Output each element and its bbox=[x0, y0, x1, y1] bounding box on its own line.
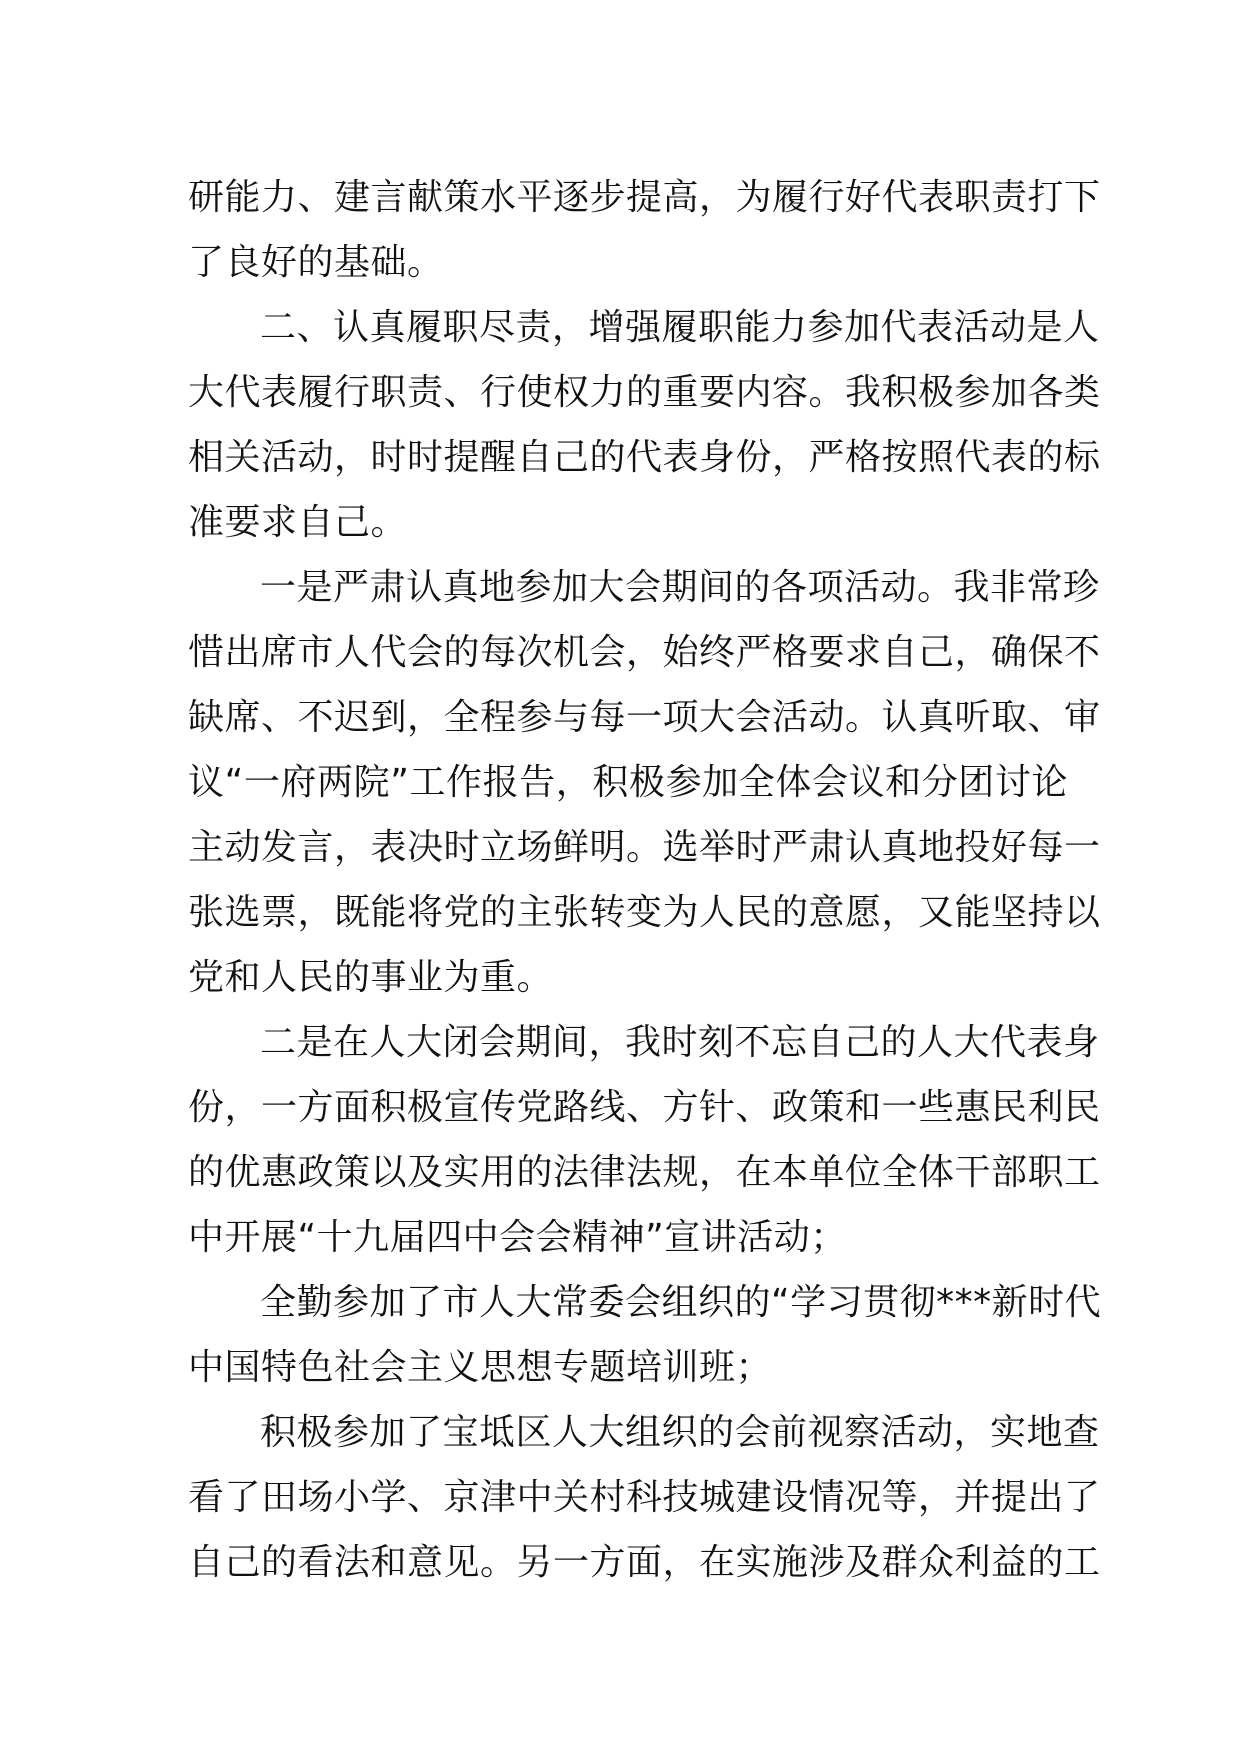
text-line: 大代表履行职责、行使权力的重要内容。我积极参加各类 bbox=[188, 372, 1101, 413]
text-line: 全勤参加了市人大常委会组织的“学习贯彻***新时代 bbox=[260, 1282, 1102, 1323]
text-line: 议“一府两院”工作报告，积极参加全体会议和分团讨论 bbox=[188, 762, 1068, 803]
document-body bbox=[188, 165, 1102, 1595]
text-line: 惜出席市人代会的每次机会，始终严格要求自己，确保不 bbox=[188, 632, 1101, 673]
text-line: 了良好的基础。 bbox=[188, 242, 444, 283]
text-line: 研能力、建言献策水平逐步提高，为履行好代表职责打下 bbox=[188, 177, 1101, 218]
text-line: 准要求自己。 bbox=[188, 502, 408, 543]
text-line: 看了田场小学、京津中关村科技城建设情况等，并提出了 bbox=[188, 1477, 1101, 1518]
text-line: 中国特色社会主义思想专题培训班； bbox=[188, 1347, 773, 1388]
text-line: 积极参加了宝坻区人大组织的会前视察活动，实地查 bbox=[260, 1412, 1100, 1453]
text-line: 一是严肃认真地参加大会期间的各项活动。我非常珍 bbox=[260, 567, 1100, 608]
text-line: 二、认真履职尽责，增强履职能力参加代表活动是人 bbox=[260, 307, 1100, 348]
text-line: 中开展“十九届四中会会精神”宣讲活动； bbox=[188, 1217, 847, 1258]
text-line: 二是在人大闭会期间，我时刻不忘自己的人大代表身 bbox=[260, 1022, 1100, 1063]
text-line: 的优惠政策以及实用的法律法规，在本单位全体干部职工 bbox=[188, 1152, 1101, 1193]
text-line: 张选票，既能将党的主张转变为人民的意愿，又能坚持以 bbox=[188, 892, 1101, 933]
text-line: 主动发言，表决时立场鲜明。选举时严肃认真地投好每一 bbox=[188, 827, 1101, 868]
text-line: 党和人民的事业为重。 bbox=[188, 957, 554, 998]
text-line: 份，一方面积极宣传党路线、方针、政策和一些惠民利民 bbox=[188, 1087, 1101, 1128]
text-line: 缺席、不迟到，全程参与每一项大会活动。认真听取、审 bbox=[188, 697, 1101, 738]
text-line: 相关活动，时时提醒自己的代表身份，严格按照代表的标 bbox=[188, 437, 1101, 478]
text-line: 自己的看法和意见。另一方面，在实施涉及群众利益的工 bbox=[188, 1542, 1101, 1583]
